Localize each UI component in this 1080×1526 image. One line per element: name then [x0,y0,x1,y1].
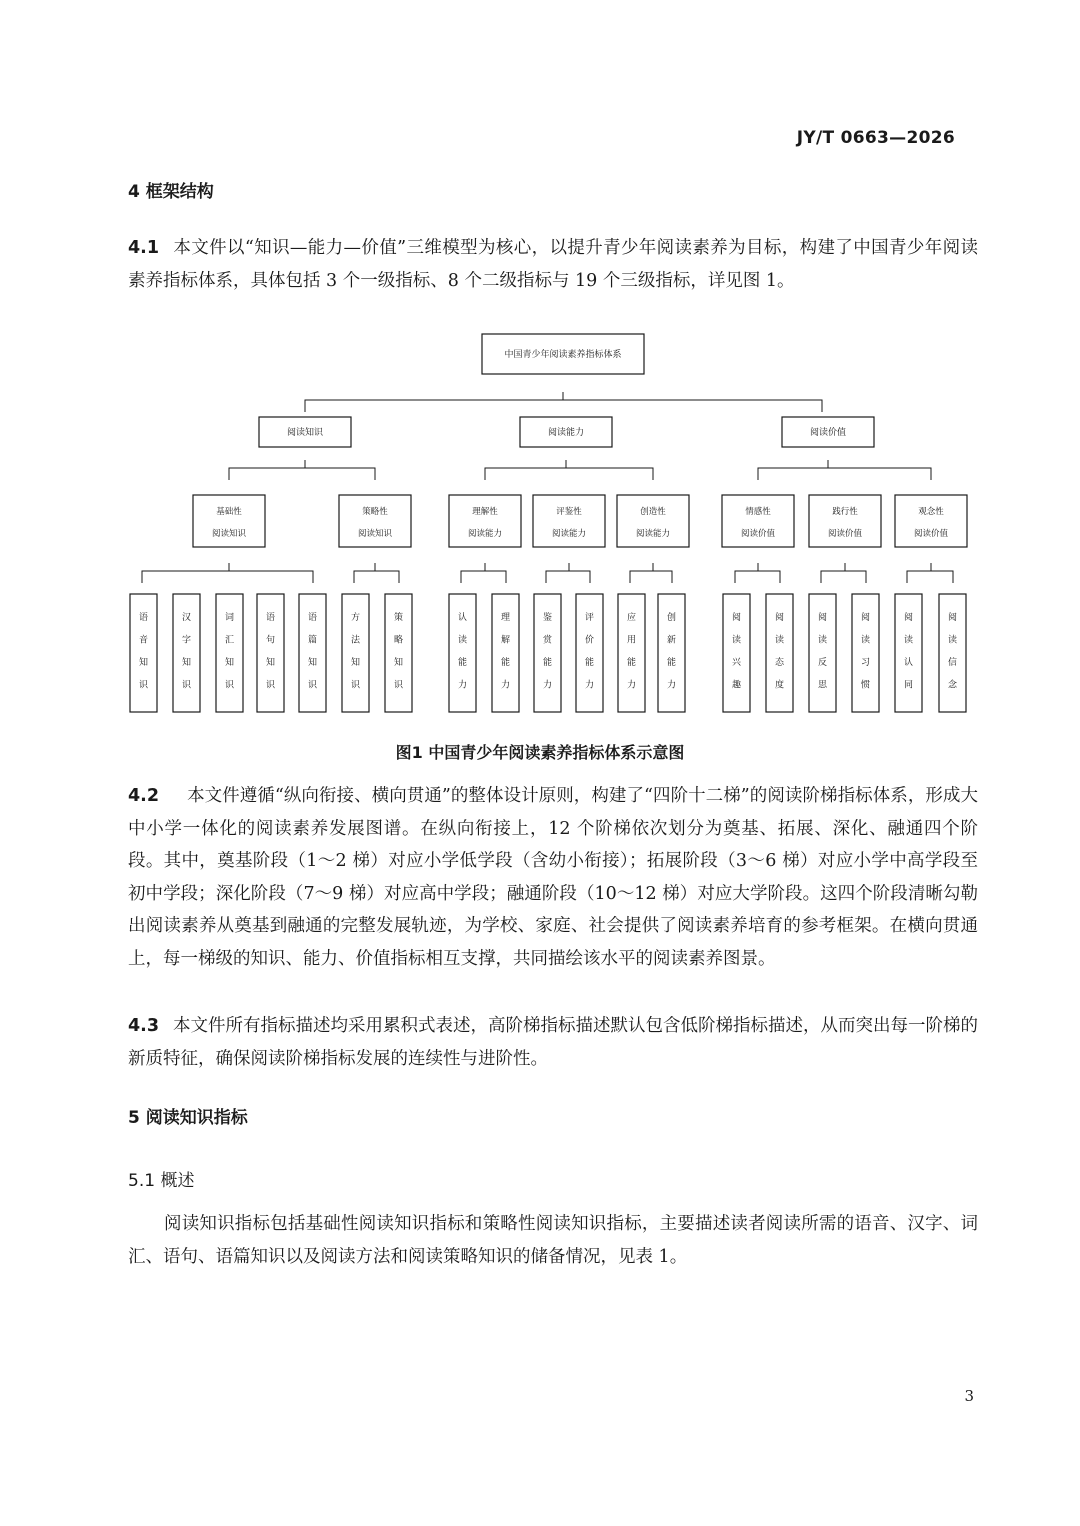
level3-label-char: 解 [500,635,511,646]
level3-label-char: 阅 [774,613,785,623]
level2-label-line1: 观念性 [918,507,944,517]
level3-label-char: 认 [457,613,468,623]
level3-label-char: 态 [774,658,785,668]
level1-label: 阅读知识 [286,428,324,438]
level3-label-char: 同 [903,680,914,691]
level3-label-char: 读 [860,635,871,646]
level2-label-line2: 阅读能力 [635,529,671,539]
level2-node [533,495,605,547]
level3-label-char: 力 [457,680,468,691]
level3-node [173,594,200,712]
level3-label-char: 语 [307,613,318,623]
level3-label-char: 知 [265,658,276,668]
level3-node [809,594,836,712]
level3-node [723,594,750,712]
standard-code: JY/T 0663—2026 [796,128,955,148]
level3-label-char: 读 [731,635,742,646]
level3-label-char: 读 [457,635,468,646]
level3-label-char: 语 [138,613,149,623]
level3-label-char: 读 [947,635,958,646]
level3-label-char: 力 [584,680,595,691]
level3-label-char: 识 [393,680,404,691]
level3-label-char: 趣 [731,680,742,691]
level3-label-char: 法 [350,635,361,646]
level3-label-char: 认 [903,658,914,668]
level3-label-char: 识 [181,680,192,691]
paragraph-text: 本文件所有指标描述均采用累积式表述，高阶梯指标描述默认包含低阶梯指标描述，从而突出每一阶梯的新质特征，确保阅读阶梯指标发展的连续性与进阶性。 [128,1016,979,1069]
level3-label-char: 反 [817,658,828,668]
level1-label: 阅读能力 [547,428,585,438]
level2-node [449,495,521,547]
level2-node [722,495,794,547]
level3-label-char: 读 [817,635,828,646]
level3-label-char: 能 [666,658,677,668]
level3-label-char: 识 [265,680,276,691]
level2-label-line2: 阅读能力 [467,529,503,539]
level3-label-char: 思 [817,680,828,691]
level3-label-char: 句 [265,635,276,646]
level3-label-char: 能 [457,658,468,668]
level2-node [339,495,411,547]
level3-label-char: 识 [350,680,361,691]
level3-label-char: 力 [626,680,637,691]
paragraph-number: 4.1 [128,238,160,258]
level2-node [895,495,967,547]
level3-label-char: 鉴 [542,613,553,623]
section-5-1-heading: 5.1 概述 [128,1171,195,1191]
level3-label-char: 评 [584,613,595,623]
level3-label-char: 汇 [224,635,235,646]
level3-node [618,594,645,712]
level3-label-char: 兴 [731,658,742,668]
level3-label-char: 语 [265,613,276,623]
level2-node [193,495,265,547]
level3-label-char: 惯 [860,680,871,691]
level2-label-line2: 阅读能力 [551,529,587,539]
level3-label-char: 略 [393,635,404,646]
level2-label-line2: 阅读价值 [827,529,863,539]
level2-label-line1: 创造性 [640,507,666,517]
level3-node [658,594,685,712]
level3-node [576,594,603,712]
level3-label-char: 用 [626,635,637,646]
level3-label-char: 知 [224,658,235,668]
level2-label-line1: 策略性 [362,507,388,517]
level3-label-char: 识 [138,680,149,691]
level3-label-char: 词 [224,613,235,623]
level3-label-char: 创 [666,613,677,623]
level3-label-char: 识 [224,680,235,691]
level3-node [130,594,157,712]
level3-label-char: 能 [584,658,595,668]
level3-node [766,594,793,712]
level2-label-line2: 阅读价值 [913,529,949,539]
level3-label-char: 读 [903,635,914,646]
level3-label-char: 习 [860,658,871,668]
paragraph-4-3 [128,1010,978,1075]
figure-caption: 图1 中国青少年阅读素养指标体系示意图 [395,743,685,762]
level3-label-char: 力 [500,680,511,691]
level1-label: 阅读价值 [809,428,847,438]
level3-label-char: 阅 [731,613,742,623]
level2-label-line2: 阅读知识 [357,529,393,539]
level3-label-char: 能 [542,658,553,668]
level3-label-char: 力 [542,680,553,691]
level3-label-char: 知 [307,658,318,668]
level3-label-char: 能 [626,658,637,668]
level3-label-char: 知 [181,658,192,668]
level3-label-char: 音 [138,635,149,646]
level2-label-line1: 基础性 [216,507,242,517]
level2-node [617,495,689,547]
level3-label-char: 理 [500,613,511,623]
page-number: 3 [964,1387,974,1405]
level3-label-char: 信 [947,658,958,668]
level3-node [895,594,922,712]
section-5-heading: 5 阅读知识指标 [128,1108,248,1128]
level3-node [257,594,284,712]
level3-label-char: 读 [774,635,785,646]
level3-label-char: 策 [393,613,404,623]
level2-label-line2: 阅读知识 [211,529,247,539]
level3-label-char: 字 [181,635,192,646]
level3-label-char: 阅 [947,613,958,623]
level3-label-char: 阅 [860,613,871,623]
level3-node [216,594,243,712]
level3-label-char: 阅 [903,613,914,623]
level2-label-line1: 践行性 [832,507,858,517]
level3-label-char: 念 [947,680,958,691]
level3-label-char: 知 [350,658,361,668]
level3-label-char: 价 [584,635,595,646]
level3-node [492,594,519,712]
level3-node [299,594,326,712]
level3-label-char: 阅 [817,613,828,623]
level3-label-char: 汉 [181,613,192,623]
level3-node [342,594,369,712]
level3-label-char: 方 [350,613,361,623]
level3-label-char: 力 [666,680,677,691]
level3-node [939,594,966,712]
paragraph-5-1: 阅读知识指标包括基础性阅读知识指标和策略性阅读知识指标，主要描述读者阅读所需的语音、汉字、词汇、语句、语篇知识以及阅读方法和阅读策略知识的储备情况，见表 1。 [128,1214,978,1267]
level3-label-char: 应 [626,613,637,623]
level3-node [534,594,561,712]
paragraph-4-1 [128,232,978,297]
level3-node [385,594,412,712]
diagram-root-label: 中国青少年阅读素养指标体系 [504,350,622,360]
paragraph-number: 4.2 [128,786,160,806]
level3-label-char: 知 [138,658,149,668]
level2-label-line1: 评鉴性 [556,507,582,517]
paragraph-number: 4.3 [128,1016,160,1036]
level2-label-line2: 阅读价值 [740,529,776,539]
level3-label-char: 识 [307,680,318,691]
level2-node [809,495,881,547]
paragraph-text: 本文件遵循“纵向衔接、横向贯通”的整体设计原则，构建了“四阶十二梯”的阅读阶梯指标体系，形成大中小学一体化的阅读素养发展图谱。在纵向衔接上，12 个阶梯依次划分为奠基、拓展、深化、融通四个阶段。其中，奠基阶段（1～2 梯）对应小学低学段（含幼小衔接）；拓展阶段（3～6 梯）对应小学中高学段至初中学段；深化阶段（7～9 梯）对应高中学段；融通阶段（10～12 梯）对应大学阶段。这四个阶段清晰勾勒出阅读素养从奠基到融通的完整发展轨迹，为学校、家庭、社会提供了阅读素养培育的参考框架。在横向贯通上，每一梯级的知识、能力、价值指标相互支撑，共同描绘该水平的阅读素养图景。 [128,786,978,969]
level2-label-line1: 情感性 [745,507,771,517]
paragraph-text: 本文件以“知识—能力—价值”三维模型为核心，以提升青少年阅读素养为目标，构建了中国青少年阅读素养指标体系，具体包括 3 个一级指标、8 个二级指标与 19 个三级指标，详见图 1。 [128,238,978,291]
level3-label-char: 知 [393,658,404,668]
level3-label-char: 篇 [307,635,318,646]
level3-label-char: 能 [500,658,511,668]
level3-node [449,594,476,712]
level2-label-line1: 理解性 [472,507,498,517]
level3-node [852,594,879,712]
level3-label-char: 度 [774,680,785,691]
level3-label-char: 新 [666,635,677,646]
indicator-system-diagram [0,320,1080,720]
level3-label-char: 赏 [542,635,553,646]
section-4-heading: 4 框架结构 [128,182,214,202]
paragraph-4-2 [128,780,978,976]
